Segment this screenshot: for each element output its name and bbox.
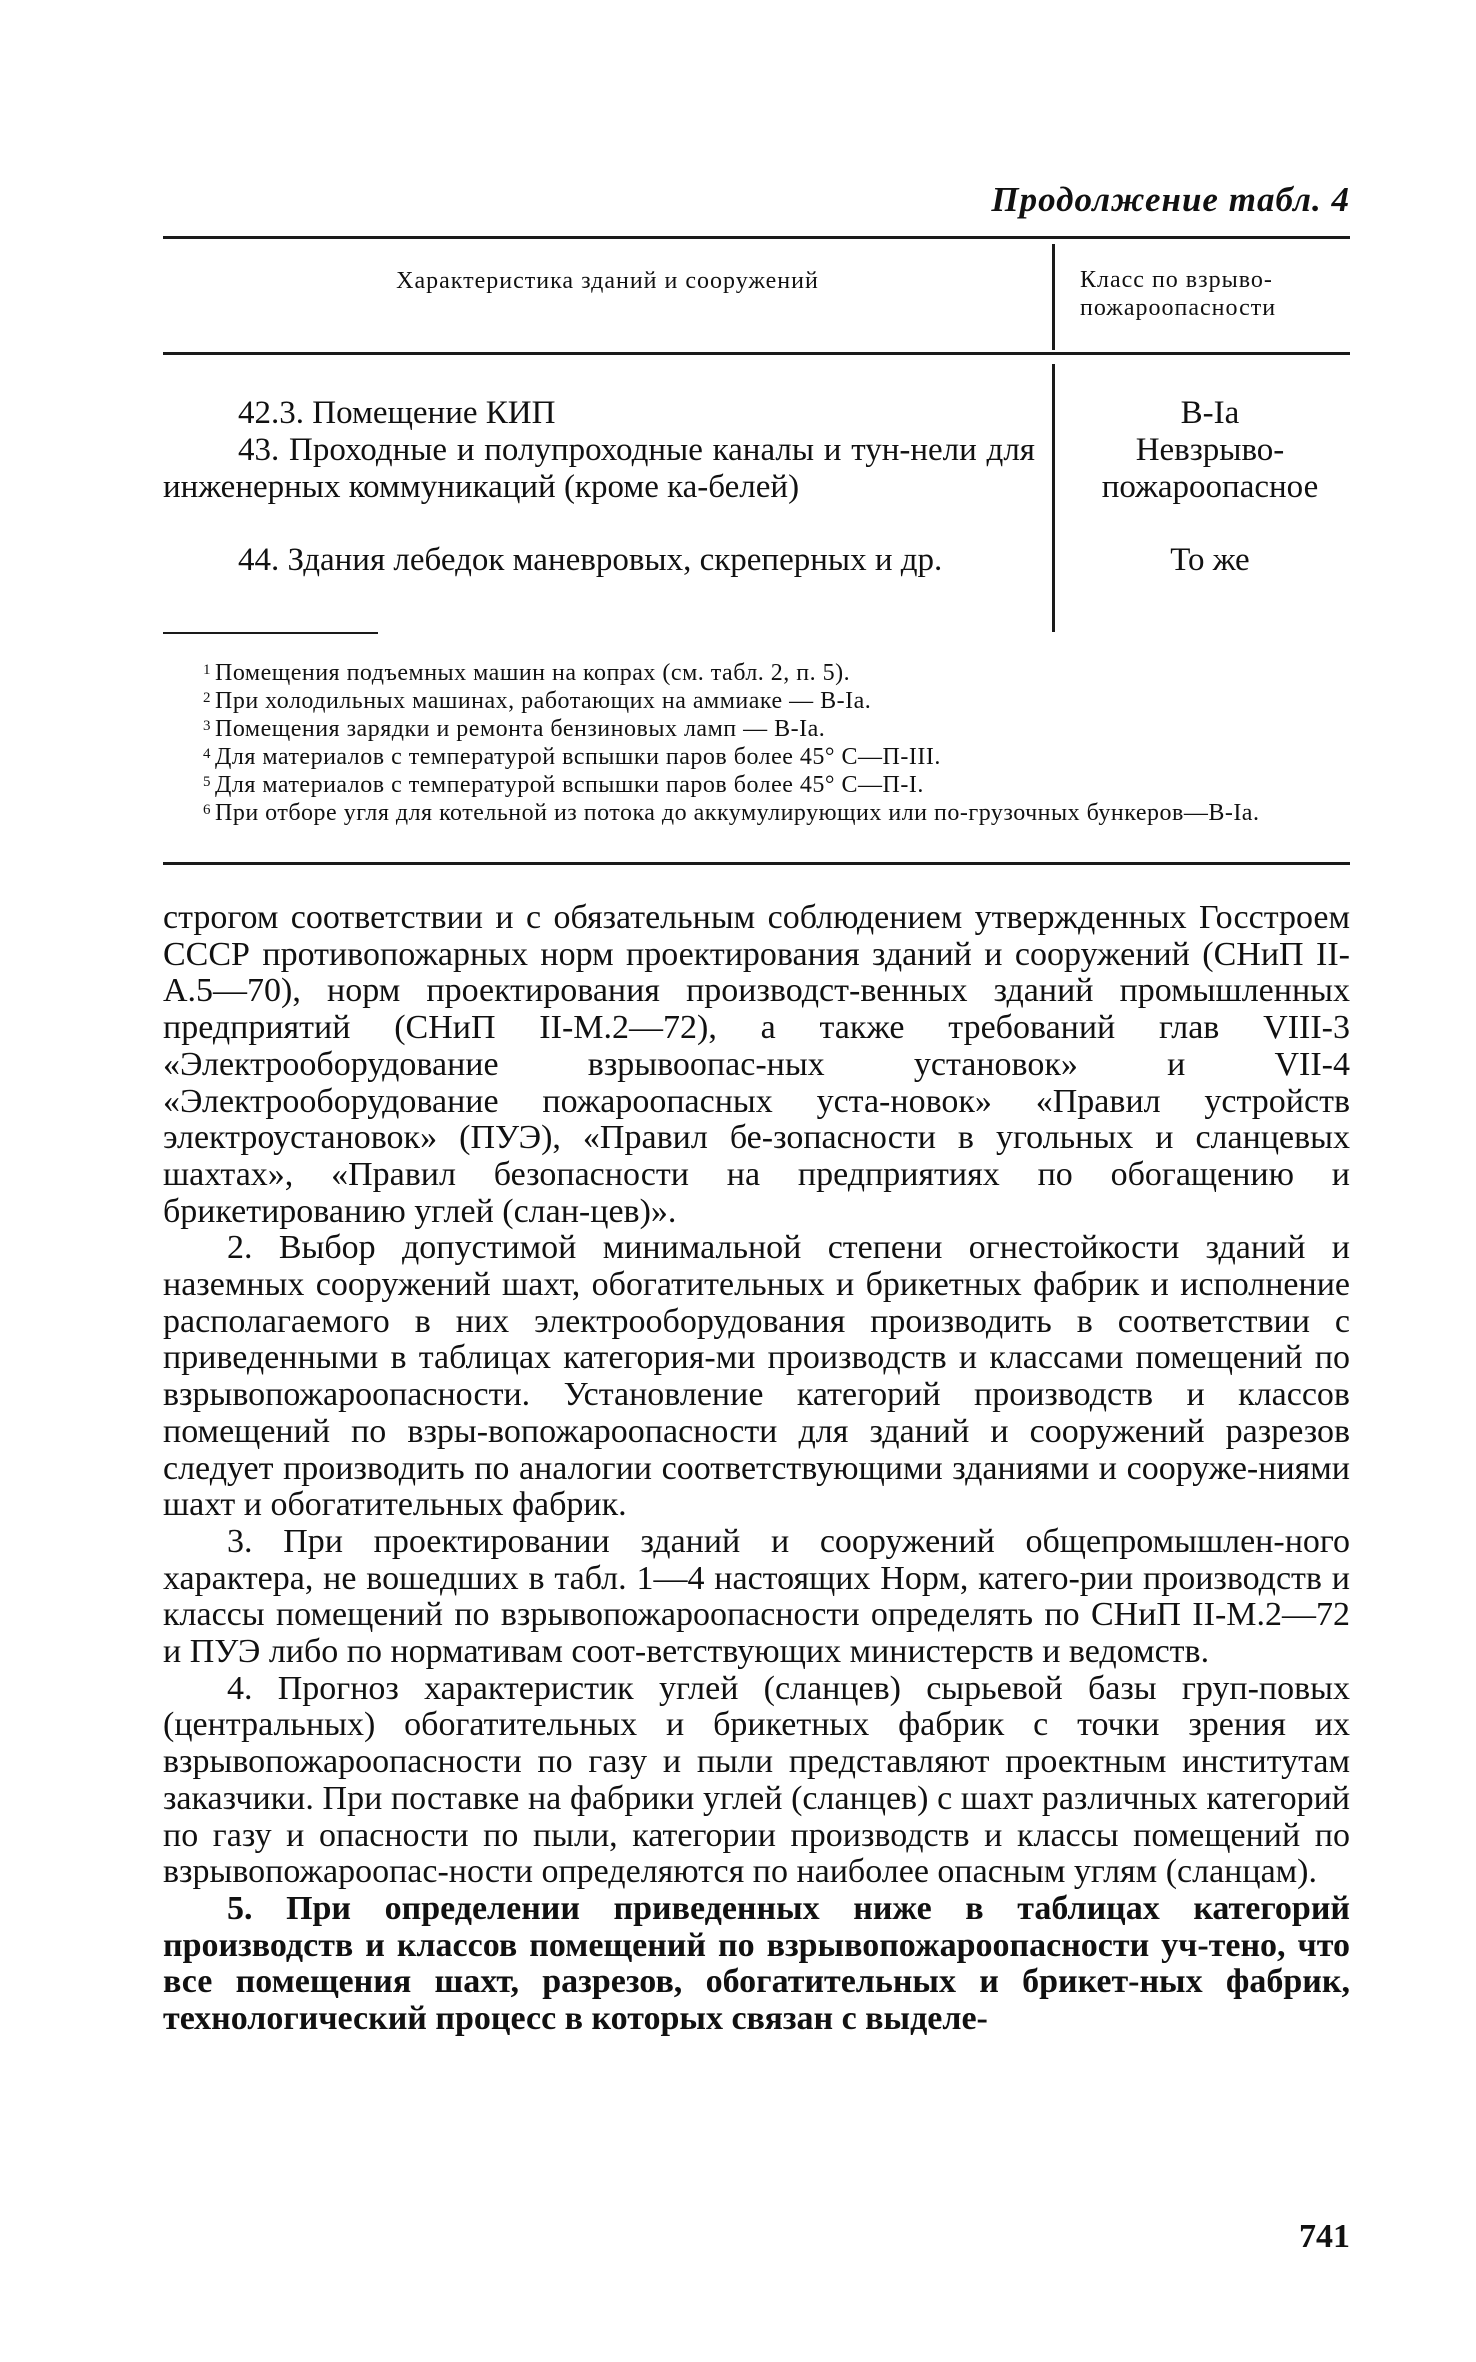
footnote-number: 2 bbox=[203, 690, 211, 706]
footnote-text: Помещения подъемных машин на копрах (см. табл. 2, п. 5). bbox=[215, 660, 851, 686]
table-row-label: 42.3. Помещение КИП bbox=[238, 395, 556, 431]
table-row-label: 44. Здания лебедок маневровых, скреперных и др. bbox=[238, 542, 943, 578]
footnote-number: 1 bbox=[203, 662, 211, 678]
footnote-separator bbox=[163, 632, 378, 634]
footnote-text: При отборе угля для котельной из потока до аккумулирующих или по-грузочных бункеров—В-Iа. bbox=[215, 800, 1260, 826]
table-header-class-line2: пожароопасности bbox=[1080, 295, 1277, 321]
body-paragraph: 3. При проектировании зданий и сооружений общепромышлен-ного характера, не вошедших в табл. 1—4 настоящих Норм, катего-рии производств и классы помещений по взрывопожароопасности определять по СНиП II-М.2—72 и ПУЭ либо по нормативам соот-ветствующих министерств и ведомств. bbox=[163, 1522, 1350, 1671]
page-number: 741 bbox=[1299, 2218, 1350, 2255]
footnotes bbox=[163, 658, 1350, 826]
table-row-class: Невзрыво-пожароопасное bbox=[1101, 432, 1319, 505]
table-bottom-rule bbox=[163, 862, 1350, 865]
footnote-item bbox=[163, 798, 1350, 826]
table-header-rule bbox=[163, 352, 1350, 355]
footnote-item bbox=[163, 770, 1350, 798]
footnote-number: 6 bbox=[203, 802, 211, 818]
table-continuation-title: Продолжение табл. 4 bbox=[991, 180, 1350, 219]
footnote-number: 3 bbox=[203, 718, 211, 734]
footnote-text: Для материалов с температурой вспышки паров более 45° С—П-I. bbox=[215, 772, 924, 798]
footnote-number: 4 bbox=[203, 746, 211, 762]
body-text bbox=[163, 900, 1350, 2038]
table-body-divider bbox=[1052, 364, 1055, 632]
footnote-text: Для материалов с температурой вспышки паров более 45° С—П-III. bbox=[215, 744, 941, 770]
footnote-text: Помещения зарядки и ремонта бензиновых ламп — В-Iа. bbox=[215, 716, 826, 742]
body-paragraph: строгом соответствии и с обязательным соблюдением утвержденных Госстроем СССР противопожарных норм проектирования зданий и сооружений (СНиП II-А.5—70), норм проектирования производст-венных зданий промышленных предприятий (СНиП II-М.2—72), а также требований глав VIII-3 «Электрооборудование взрывоопас-ных установок» и VII-4 «Электрооборудование пожароопасных уста-новок» «Правил устройств электроустановок» (ПУЭ), «Правил бе-зопасности в угольных и сланцевых шахтах», «Правил безопасности на предприятиях по обогащению и брикетированию углей (слан-цев)». bbox=[163, 899, 1350, 1230]
table-header-divider bbox=[1052, 244, 1055, 350]
table-top-rule bbox=[163, 236, 1350, 239]
table-row-class: То же bbox=[1170, 542, 1250, 578]
body-paragraph: 5. При определении приведенных ниже в таблицах категорий производств и классов помещений по взрывопожароопасности уч-тено, что все помещения шахт, разрезов, обогатительных и брикет-ных фабрик, технологический процесс в которых связан с выделе- bbox=[163, 1889, 1350, 2038]
body-paragraph: 4. Прогноз характеристик углей (сланцев) сырьевой базы груп-повых (центральных) обогатительных и брикетных фабрик с точки зрения их взрывопожароопасности по газу и пыли представляют проектным институтам заказчики. При поставке на фабрики углей (сланцев) с шахт различных категорий по газу и опасности по пыли, категории производств и классы помещений по взрывопожароопас-ности определяются по наиболее опасным углям (сланцам). bbox=[163, 1669, 1350, 1891]
table-row-label: 43. Проходные и полупроходные каналы и тун-нели для инженерных коммуникаций (кроме ка-белей) bbox=[163, 432, 1035, 505]
footnote-item bbox=[163, 686, 1350, 714]
footnote-number: 5 bbox=[203, 774, 211, 790]
table-header-class-line1: Класс по взрыво- bbox=[1080, 267, 1273, 293]
table-row-class: В-Iа bbox=[1180, 395, 1240, 431]
footnote-text: При холодильных машинах, работающих на аммиаке — В-Iа. bbox=[215, 688, 872, 714]
footnote-item bbox=[163, 658, 1350, 686]
body-paragraph: 2. Выбор допустимой минимальной степени огнестойкости зданий и наземных сооружений шахт, обогатительных и брикетных фабрик и исполнение располагаемого в них электрооборудования производить в соответствии с приведенными в таблицах категория-ми производств и классами помещений по взрывопожароопасности. Установление категорий производств и классов помещений по взры-вопожароопасности для зданий и сооружений разрезов следует производить по аналогии соответствующими зданиями и сооруже-ниями шахт и обогатительных фабрик. bbox=[163, 1229, 1350, 1524]
table-header-class bbox=[1080, 266, 1350, 322]
table-header-characteristic: Характеристика зданий и сооружений bbox=[396, 268, 819, 294]
footnote-item bbox=[163, 714, 1350, 742]
footnote-item bbox=[163, 742, 1350, 770]
